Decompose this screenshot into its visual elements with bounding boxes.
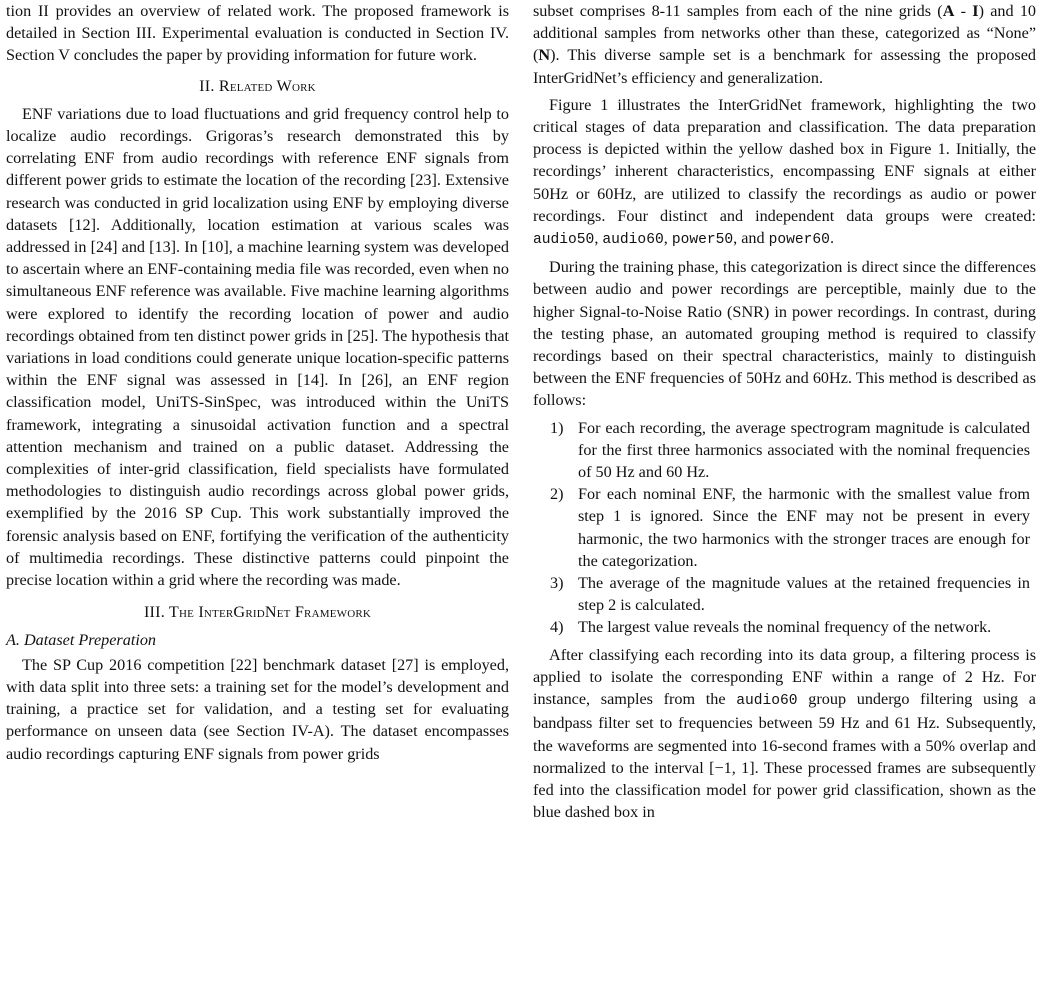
subset-text-1: subset comprises 8-11 samples from each of the nine grids ( (533, 2, 943, 20)
step-text: For each recording, the average spectrogram magnitude is calculated for the first three harmonics associated with the nominal frequencies of 50 Hz and 60 Hz. (578, 418, 1030, 482)
figure-description-text: Figure 1 illustrates the InterGridNet framework, highlighting the two critical stages of data preparation and classification. The data preparation process is depicted within the yellow dashed box in Figure 1. Initially, the recordings’ inherent characteristics, encompassing ENF signals at either 50Hz or 60Hz, are utilized to classify the recordings as audio or power recordings. Four distinct and independent data groups were created: (533, 95, 1036, 225)
group-separator-2: , (663, 229, 672, 248)
list-item (533, 483, 1036, 572)
step-number: 1) (550, 418, 564, 437)
subset-text-4: ). This diverse sample set is a benchmark for assessing the proposed InterGridNet’s efficiency and generalization. (533, 46, 1036, 87)
section-heading-framework: III. The InterGridNet Framework (143, 603, 372, 622)
training-phase-paragraph: During the training phase, this categorization is direct since the differences between audio and power recordings are perceptible, mainly due to the higher Signal-to-Noise Ratio (SNR) in power recordings. In contrast, during the testing phase, an automated grouping method is required to classify recordings based on their spectral characteristics, mainly to distinguish between the ENF frequencies of 50Hz and 60Hz. This method is described as follows: (533, 258, 1036, 410)
grouping-steps-list (533, 417, 1036, 639)
subset-text-2: - (954, 2, 973, 20)
group-audio60: audio60 (602, 232, 664, 249)
dataset-paragraph: The SP Cup 2016 competition [22] benchmark dataset [27] is employed, with data split into three sets: a training set for the model’s development and training, a practice set for validation, and a testing set for evaluating performance on unseen data (see Section IV-A). The dataset encompasses audio recordings capturing ENF signals from power grids (6, 655, 509, 763)
subset-paragraph (533, 0, 1036, 89)
related-work-paragraph: ENF variations due to load fluctuations and grid frequency control help to localize audio recordings. Grigoras’s research demonstrated this by correlating ENF from audio recordings with reference ENF signals from different power grids to estimate the location of the recording [23]. Extensive research was conducted in grid localization using ENF by employing diverse datasets [12]. Additionally, location estimation at various scales was addressed in [24] and [13]. In [10], a machine learning system was developed to ascertain where an ENF-containing media file was recorded, even when no simultaneous ENF reference was available. Five machine learning algorithms were explored to identify the recording location of power and audio recordings obtained from ten distinct power grids in [25]. The hypothesis that variations in load conditions could generate unique location-specific patterns within the ENF signal was assessed in [14]. In [26], an ENF region classification model, UniTS-SinSpec, was introduced within the UniTS framework, integrating a sinusoidal activation function and a spectral attention mechanism and trained on a public dataset. Addressing the complexities of inter-grid classification, field specialists have formulated methodologies to distinguish audio recordings across global power grids, exemplified by the 2016 SP Cup. This work substantially improved the forensic analysis based on ENF, fortifying the verification of the authenticity of multimedia recordings. These distinctive patterns could pinpoint the precise location within a grid where the recording was made. (6, 104, 509, 590)
group-power60: power60 (768, 232, 830, 249)
group-separator-3: , and (733, 229, 769, 248)
grid-label-a: A (942, 2, 955, 20)
figure-description-paragraph (533, 94, 1036, 251)
left-column (6, 0, 509, 765)
grid-label-n: N (538, 46, 551, 65)
normalization-interval: [−1, 1] (709, 758, 755, 777)
filtering-text-3: . These processed frames are subsequently fed into the classification model for power grid classification, shown as the blue dashed box in (533, 758, 1036, 822)
intro-tail-paragraph: tion II provides an overview of related work. The proposed framework is detailed in Section III. Experimental evaluation is conducted in Section IV. Section V concludes the paper by providing information for future work. (6, 2, 509, 65)
subsection-heading-dataset: A. Dataset Preperation (6, 631, 157, 650)
filtering-text-1: After classifying each recording into its data group, a filtering process is applied to isolate the corresponding ENF within a range of 2 Hz. For instance, samples from the (533, 645, 1036, 709)
step-text: The average of the magnitude values at the retained frequencies in step 2 is calculated. (578, 574, 1030, 615)
group-separator-1: , (594, 229, 603, 248)
step-text: For each nominal ENF, the harmonic with the smallest value from step 1 is ignored. Since the ENF may not be present in every harmonic, the two harmonics with the stronger traces are enough for the categorization. (578, 485, 1030, 570)
step-number: 4) (550, 618, 564, 637)
group-audio60-inline: audio60 (736, 693, 798, 710)
group-list-end: . (829, 229, 834, 248)
step-number: 2) (550, 485, 564, 504)
list-item (533, 572, 1036, 616)
grid-label-i: I (972, 2, 979, 20)
list-item (533, 616, 1036, 638)
filtering-text-2: group undergo filtering using a bandpass filter set to frequencies between 59 Hz and 61 Hz. Subsequently, the waveforms are segmented into 16-second frames with a 50% overlap and normalized to the interval (533, 690, 1036, 777)
step-number: 3) (550, 574, 564, 593)
list-item (533, 417, 1036, 484)
filtering-paragraph (533, 644, 1036, 824)
right-column (533, 0, 1036, 823)
step-text: The largest value reveals the nominal frequency of the network. (578, 618, 992, 637)
subset-text-3: ) and 10 additional samples from networks other than these, categorized as “None” ( (533, 2, 1037, 65)
group-audio50: audio50 (533, 232, 595, 249)
group-power50: power50 (671, 232, 734, 249)
section-heading-related-work: II. Related Work (199, 76, 316, 95)
